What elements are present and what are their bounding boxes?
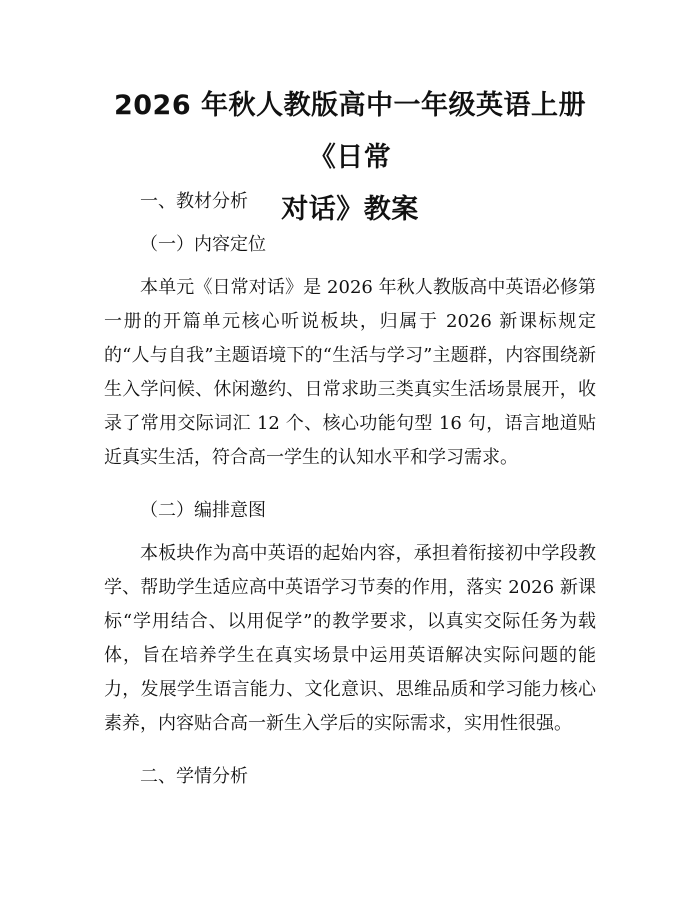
document-title-line-1: 2026 年秋人教版高中一年级英语上册《日常: [113, 90, 587, 173]
paragraph-arrangement-intent: 本板块作为高中英语的起始内容，承担着衔接初中学段教学、帮助学生适应高中英语学习节奏的作用，落实 2026 新课标“学用结合、以用促学”的教学要求，以真实交际任务为载体，旨在培养学生在真实场景中运用英语解决实际问题的能力，发展学生语言能力、文化意识、思维品质和学习能力核心素养，内容贴合高一新生入学后的实际需求，实用性很强。: [104, 543, 596, 734]
section-heading-learner-analysis: 二、学情分析: [140, 766, 248, 787]
paragraph-content-positioning: 本单元《日常对话》是 2026 年秋人教版高中英语必修第一册的开篇单元核心听说板块，归属于 2026 新课标规定的“人与自我”主题语境下的“生活与学习”主题群，内容围绕新生入学问候、休闲邀约、日常求助三类真实生活场景展开，收录了常用交际词汇 12 个、核心功能句型 16 句，语言地道贴近真实生活，符合高一学生的认知水平和学习需求。: [104, 277, 596, 468]
subsection-heading-arrangement-intent: （二）编排意图: [140, 500, 266, 521]
document-title-line-2: 对话》教案: [281, 194, 419, 225]
section-heading-textbook-analysis: 一、教材分析: [140, 191, 248, 212]
document-body: [104, 185, 596, 794]
subsection-heading-content-positioning: （一）内容定位: [140, 234, 266, 255]
